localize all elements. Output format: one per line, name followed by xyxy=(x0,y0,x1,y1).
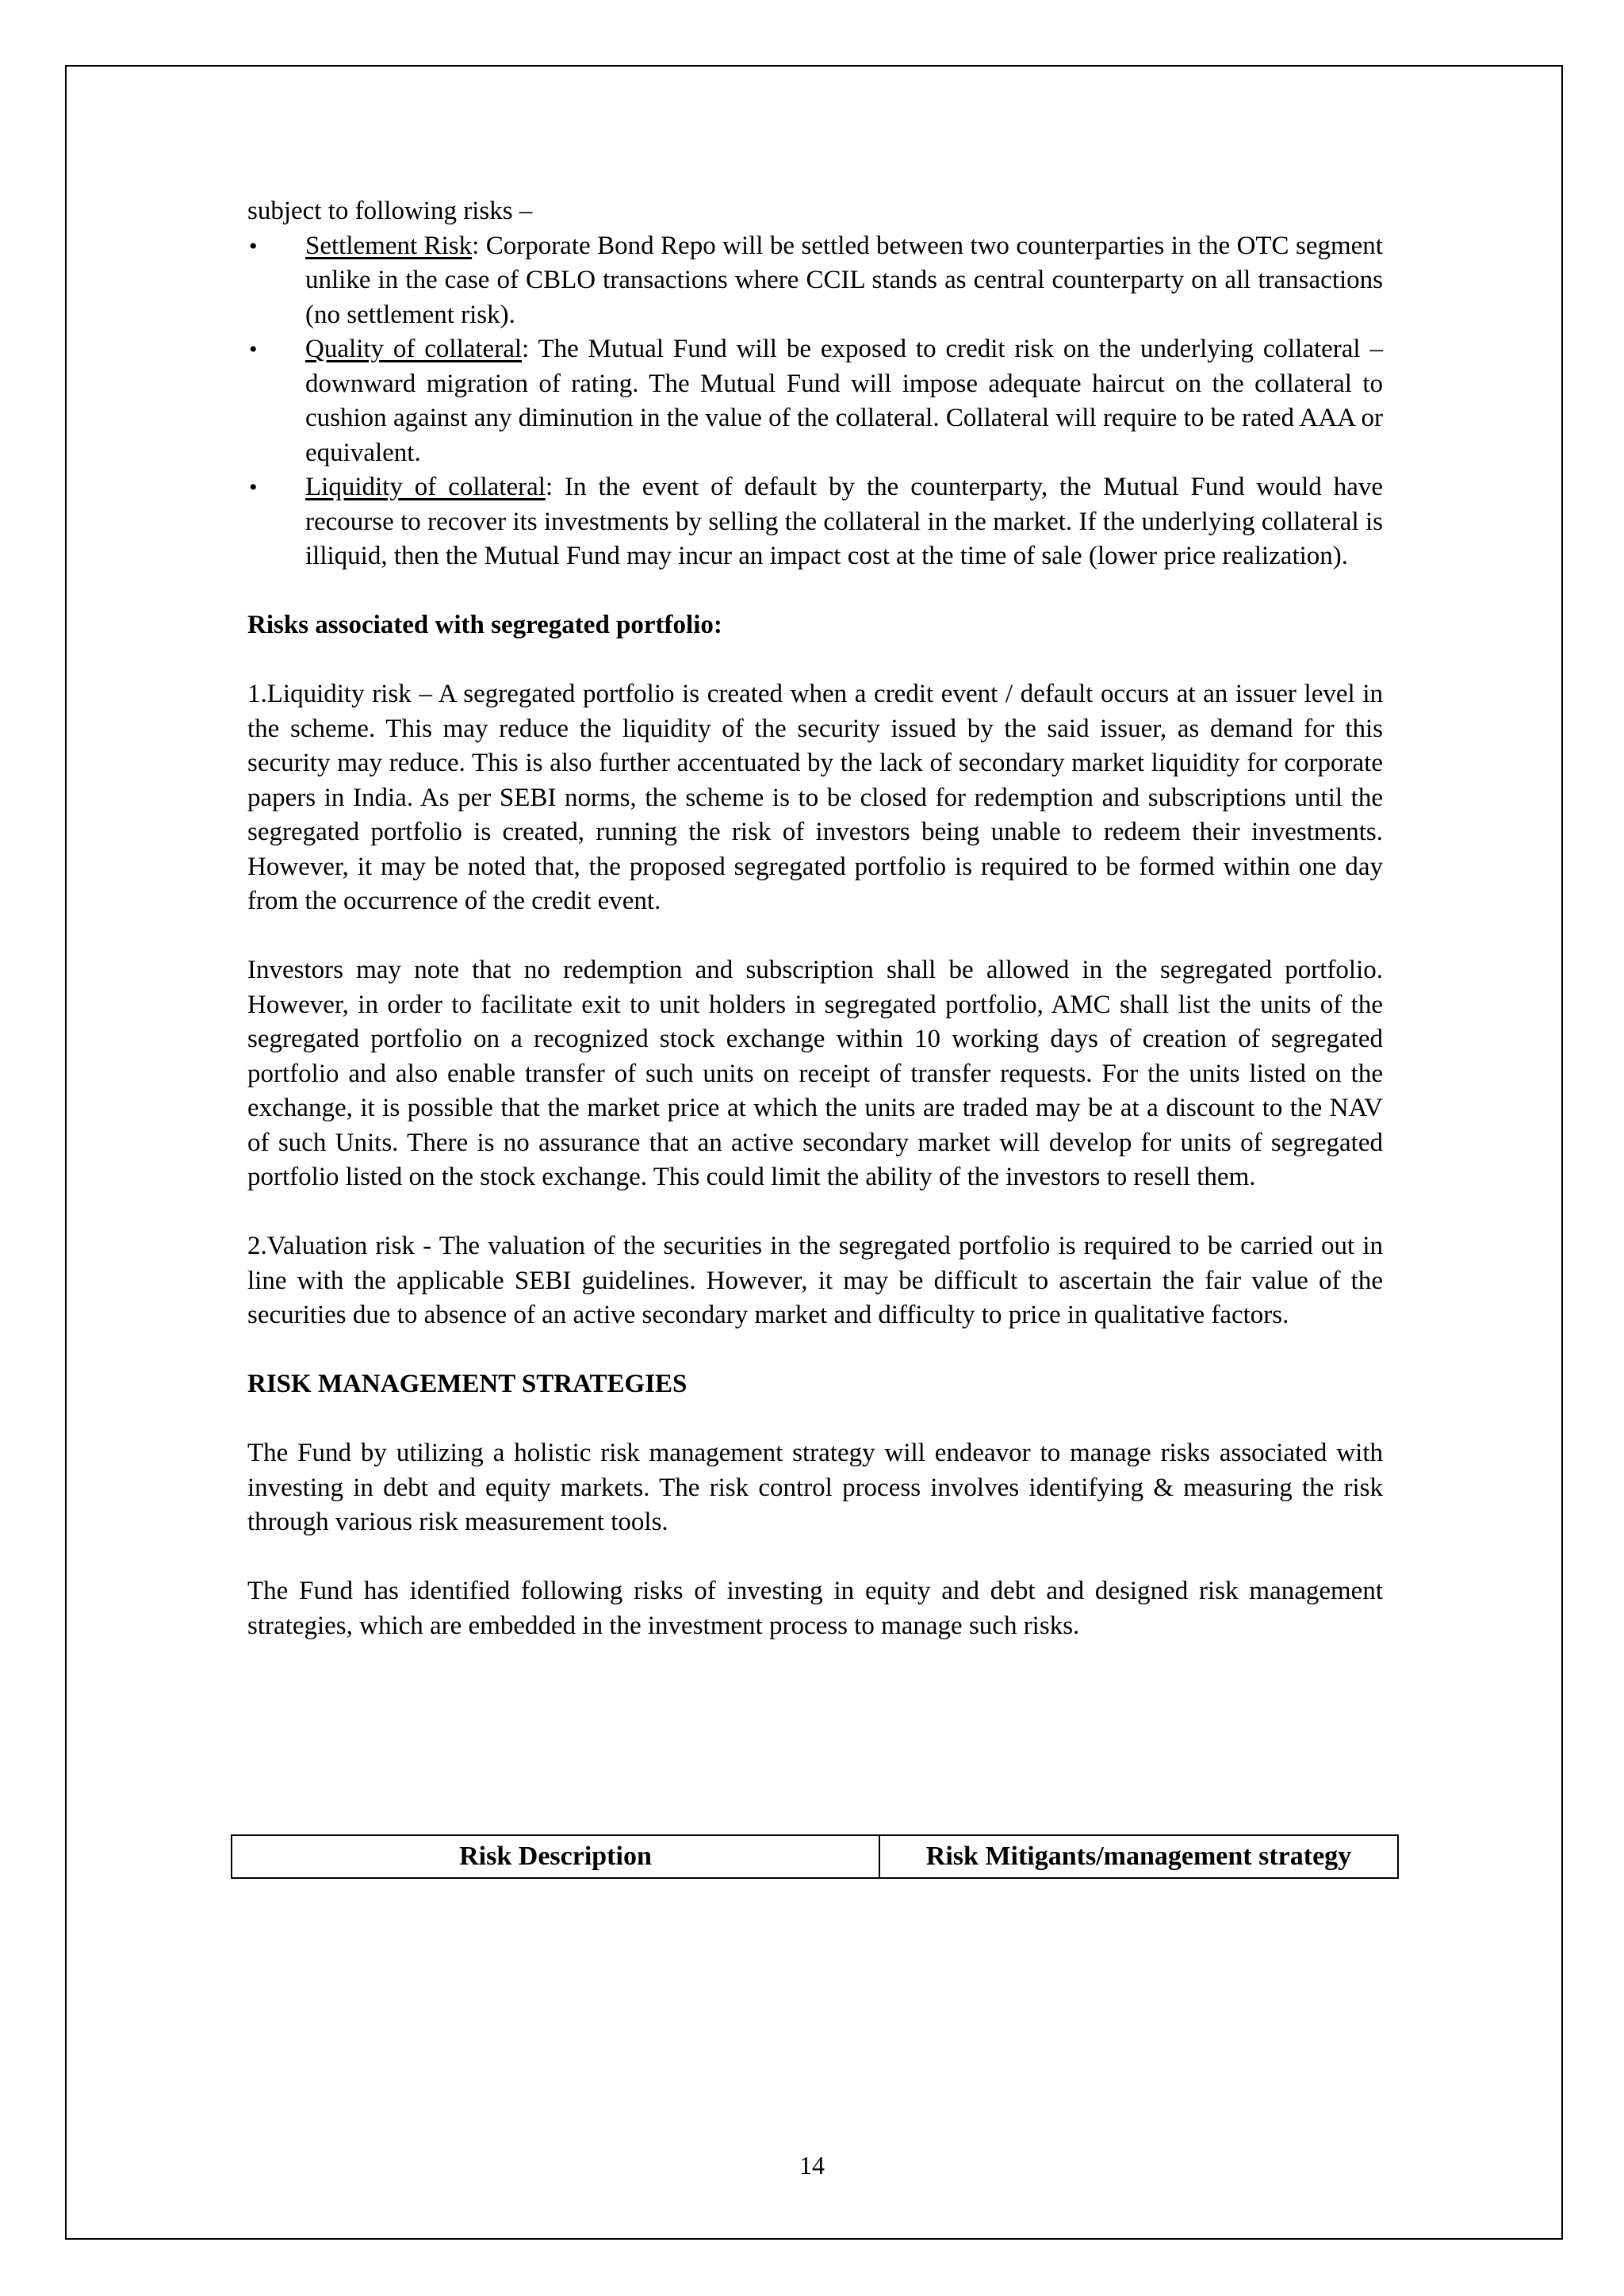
bullet-text: : In the event of default by the counterparty, the Mutual Fund would have recourse to recover its investments by selling the collateral in the market. If the underlying collateral is illiquid, then the Mutual Fund may incur an impact cost at the time of sale (lower price realization). xyxy=(305,473,1384,570)
table-header-risk-mitigants: Risk Mitigants/management strategy xyxy=(879,1835,1398,1878)
bullet-settlement-risk xyxy=(247,229,1383,333)
valuation-risk-paragraph: 2.Valuation risk - The valuation of the securities in the segregated portfolio is required to be carried out in line with the applicable SEBI guidelines. However, it may be difficult to ascertain the fair value of the securities due to absence of an active secondary market and difficulty to price in qualitative factors. xyxy=(247,1232,1383,1329)
bullet-liquidity-of-collateral xyxy=(247,470,1383,574)
bullet-term: Liquidity of collateral xyxy=(305,473,546,501)
bullet-text: : Corporate Bond Repo will be settled between two counterparties in the OTC segment unlike in the case of CBLO transactions where CCIL stands as central counterparty on all transactions (no settlement risk). xyxy=(305,231,1383,329)
table-header-row xyxy=(232,1835,1398,1878)
bullet-icon: • xyxy=(249,232,258,259)
bullet-term: Settlement Risk xyxy=(305,231,473,260)
bullet-icon: • xyxy=(249,474,258,500)
bullet-icon: • xyxy=(249,336,258,362)
strategies-paragraph-2: The Fund has identified following risks of investing in equity and debt and designed risk management strategies, which are embedded in the investment process to manage such risks. xyxy=(247,1577,1383,1640)
segregated-heading: Risks associated with segregated portfolio: xyxy=(247,611,722,639)
risk-table xyxy=(231,1834,1399,1879)
bullet-text: : The Mutual Fund will be exposed to credit risk on the underlying collateral – downward migration of rating. The Mutual Fund will impose adequate haircut on the collateral to cushion against any diminution in the value of the collateral. Collateral will require to be rated AAA or equivalent. xyxy=(305,335,1383,467)
risk-bullet-list xyxy=(247,229,1383,574)
strategies-paragraph-1: The Fund by utilizing a holistic risk management strategy will endeavor to manage risks associated with investing in debt and equity markets. The risk control process involves identifying & measuring the risk through various risk measurement tools. xyxy=(247,1439,1383,1536)
table-header-risk-description: Risk Description xyxy=(232,1835,879,1878)
bullet-quality-of-collateral xyxy=(247,332,1383,470)
document-body xyxy=(247,194,1383,1643)
intro-text: subject to following risks – xyxy=(247,197,533,225)
liquidity-risk-paragraph: 1.Liquidity risk – A segregated portfolio is created when a credit event / default occurs at an issuer level in the scheme. This may reduce the liquidity of the security issued by the said issuer, as demand for this security may reduce. This is also further accentuated by the lack of secondary market liquidity for corporate papers in India. As per SEBI norms, the scheme is to be closed for redemption and subscriptions until the segregated portfolio is created, running the risk of investors being unable to redeem their investments. However, it may be noted that, the proposed segregated portfolio is required to be formed within one day from the occurrence of the credit event. xyxy=(247,680,1383,915)
strategies-heading: RISK MANAGEMENT STRATEGIES xyxy=(247,1370,688,1398)
bullet-term: Quality of collateral xyxy=(305,335,523,363)
page-number: 14 xyxy=(799,2151,825,2179)
investors-note-paragraph: Investors may note that no redemption and subscription shall be allowed in the segregated portfolio. However, in order to facilitate exit to unit holders in segregated portfolio, AMC shall list the units of the segregated portfolio on a recognized stock exchange within 10 working days of creation of segregated portfolio and also enable transfer of such units on receipt of transfer requests. For the units listed on the exchange, it is possible that the market price at which the units are traded may be at a discount to the NAV of such Units. There is no assurance that an active secondary market will develop for units of segregated portfolio listed on the stock exchange. This could limit the ability of the investors to resell them. xyxy=(247,956,1383,1191)
